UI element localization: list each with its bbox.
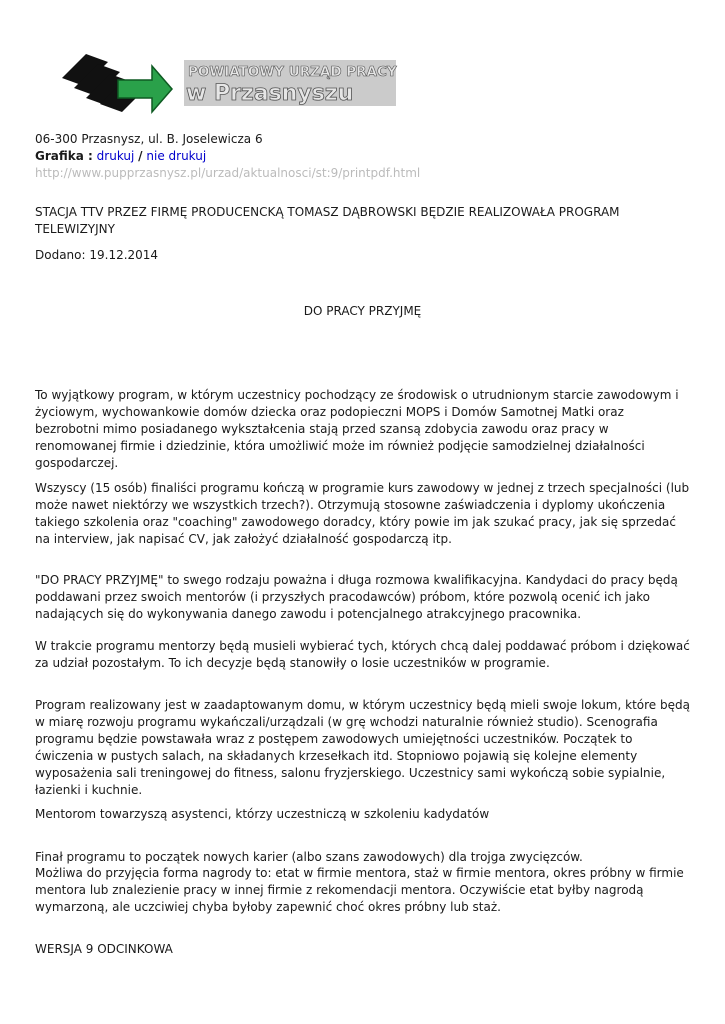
paragraph-2: Wszyscy (15 osób) finaliści programu kończą w programie kurs zawodowy w jednej z trzech specjalności (lub może nawet niektórzy we wszystkich trzech?). Otrzymują stosowne zaświadczenia i dyplomy ukończenia takiego szkolenia oraz "coaching" zawodowego doradcy, który powie im jak szukać pracy, jak się sprzedać na interview, jak napisać CV, jak założyć działalność gospodarczą itp. bbox=[35, 481, 690, 546]
article-date: Dodano: 19.12.2014 bbox=[35, 248, 159, 262]
logo-line1: POWIATOWY URZĄD PRACY bbox=[188, 64, 397, 80]
link-separator: / bbox=[138, 149, 143, 163]
article-subtitle: DO PRACY PRZYJMĘ bbox=[303, 304, 422, 318]
grafika-line bbox=[35, 148, 690, 165]
address-line: 06-300 Przasnysz, ul. B. Joselewicza 6 bbox=[35, 132, 263, 146]
paragraph-7a: Finał programu to początek nowych karier (albo szans zawodowych) dla trojga zwycięzców. bbox=[35, 850, 583, 864]
paragraph-3: "DO PRACY PRZYJMĘ" to swego rodzaju poważna i długa rozmowa kwalifikacyjna. Kandydaci do pracy będą poddawani przez swoich mentorów (i przyszłych pracodawców) próbom, które pozwolą ocenić ich jako nadających się do wykonywania danego zawodu i potencjalnego atrakcyjnego pracownika. bbox=[35, 573, 678, 621]
pup-logo bbox=[60, 44, 400, 116]
paragraph-5: Program realizowany jest w zaadaptowanym domu, w którym uczestnicy będą mieli swoje lokum, które będą w miarę rozwoju programu wykańczali/urządzali (w grę wchodzi naturalnie również studio). Scenografia programu będzie powstawała wraz z postępem zawodowych umiejętności uczestników. Początek to ćwiczenia w pustych salach, na składanych krzesełkach itd. Stopniowo pojawią się kolejne elementy wyposażenia sali treningowej do fitness, salonu fryzjerskiego. Uczestnicy sami wykończą sobie sypialnie, łazienki i kuchnie. bbox=[35, 698, 690, 797]
noprint-link[interactable]: nie drukuj bbox=[146, 149, 207, 163]
paragraph-1: To wyjątkowy program, w którym uczestnicy pochodzący ze środowisk o utrudnionym starcie zawodowym i życiowym, wychowankowie domów dziecka oraz podopieczni MOPS i Domów Samotnej Matki oraz bezrobotni mimo posiadanego wykształcenia stają przed szansą zdobycia zawodu oraz pracy w renomowanej firmie i dziedzinie, która umożliwić może im również podjęcie samodzielnej działalności gospodarczej. bbox=[35, 388, 679, 470]
page-url: http://www.pupprzasnysz.pl/urzad/aktualnosci/st:9/printpdf.html bbox=[35, 166, 421, 180]
print-link[interactable]: drukuj bbox=[96, 149, 135, 163]
logo-line2: w Przasnyszu bbox=[186, 81, 354, 106]
article-title: STACJA TTV PRZEZ FIRMĘ PRODUCENCKĄ TOMASZ DĄBROWSKI BĘDZIE REALIZOWAŁA PROGRAM TELEWIZYJNY bbox=[35, 205, 620, 236]
grafika-label: Grafika : bbox=[35, 149, 93, 163]
paragraph-7b: Możliwa do przyjęcia forma nagrody to: etat w firmie mentora, staż w firmie mentora, okres próbny w firmie mentora lub znalezienie pracy w innej firmie z rekomendacji mentora. Oczywiście etat byłby nagrodą wymarzoną, ale uczciwiej chyba byłoby zapewnić choć okres próbny lub staż. bbox=[35, 866, 684, 914]
paragraph-4: W trakcie programu mentorzy będą musieli wybierać tych, których chcą dalej poddawać próbom i dziękować za udział pozostałym. To ich decyzje będą stanowiły o losie uczestników w programie. bbox=[35, 639, 690, 670]
paragraph-6: Mentorom towarzyszą asystenci, którzy uczestniczą w szkoleniu kadydatów bbox=[35, 807, 490, 821]
paragraph-8: WERSJA 9 ODCINKOWA bbox=[35, 942, 173, 956]
